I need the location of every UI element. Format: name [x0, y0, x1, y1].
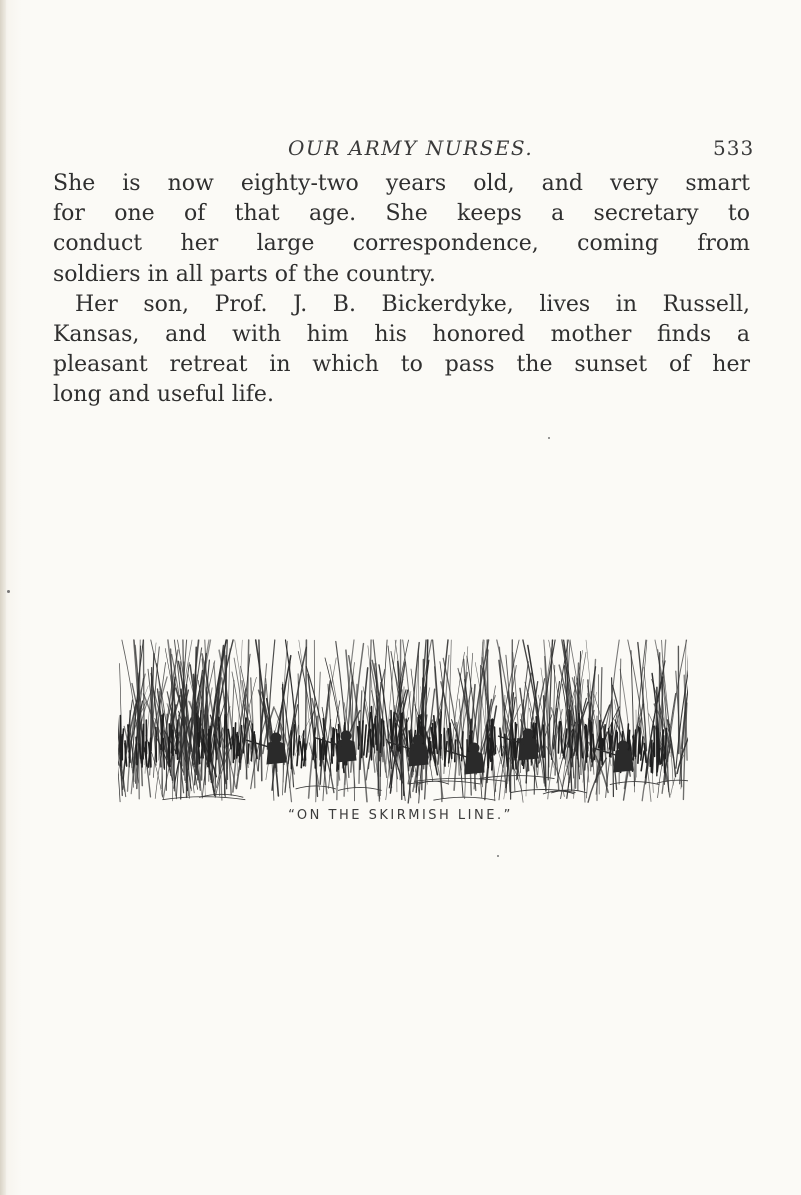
running-title: OUR ARMY NURSES.: [288, 136, 534, 160]
undergrowth-stroke: [364, 725, 366, 755]
undergrowth-stroke: [543, 725, 544, 757]
undergrowth-stroke: [142, 731, 143, 767]
undergrowth-stroke: [569, 711, 570, 747]
undergrowth-stroke: [495, 727, 496, 754]
text-line-3: conduct her large correspondence, coming from: [53, 231, 750, 257]
undergrowth-stroke: [558, 722, 559, 753]
undergrowth-stroke: [367, 735, 369, 757]
body-text: [53, 169, 750, 411]
skirmish-line-engraving: [118, 638, 688, 808]
page-number: 533: [713, 136, 755, 160]
undergrowth-stroke: [224, 715, 225, 748]
ground-line: [414, 778, 505, 781]
undergrowth-stroke: [492, 751, 493, 770]
undergrowth-stroke: [146, 742, 147, 762]
undergrowth-stroke: [320, 739, 321, 760]
undergrowth-stroke: [136, 737, 137, 764]
undergrowth-stroke: [163, 738, 164, 768]
text-line-2: for one of that age. She keeps a secretary to: [53, 201, 750, 227]
undergrowth-stroke: [652, 743, 653, 773]
undergrowth-stroke: [455, 740, 456, 762]
undergrowth-stroke: [614, 730, 616, 750]
text-line-5: Her son, Prof. J. B. Bickerdyke, lives in Russell,: [75, 291, 750, 317]
running-header: [0, 136, 801, 166]
text-line-6: Kansas, and with him his honored mother finds a: [53, 322, 750, 348]
illustration-caption: “ON THE SKIRMISH LINE.”: [288, 808, 513, 823]
undergrowth-stroke: [604, 725, 605, 750]
text-line-1: She is now eighty-two years old, and very smart: [53, 171, 750, 196]
ground-line: [162, 797, 245, 800]
page-speck: [548, 437, 550, 439]
page-speck: [7, 590, 10, 593]
undergrowth-stroke: [664, 736, 665, 773]
undergrowth-stroke: [654, 726, 655, 756]
page-speck: [497, 855, 499, 857]
undergrowth-stroke: [665, 728, 666, 758]
text-line-7: pleasant retreat in which to pass the sunset of her: [53, 352, 750, 378]
text-line-4: soldiers in all parts of the country.: [53, 261, 436, 287]
undergrowth-stroke: [161, 715, 162, 749]
undergrowth-stroke: [600, 721, 601, 757]
page-gutter-shadow: [0, 0, 6, 1195]
undergrowth-stroke: [593, 734, 595, 759]
text-line-8: long and useful life.: [53, 382, 274, 408]
undergrowth-stroke: [294, 725, 295, 755]
undergrowth-stroke: [248, 744, 249, 763]
